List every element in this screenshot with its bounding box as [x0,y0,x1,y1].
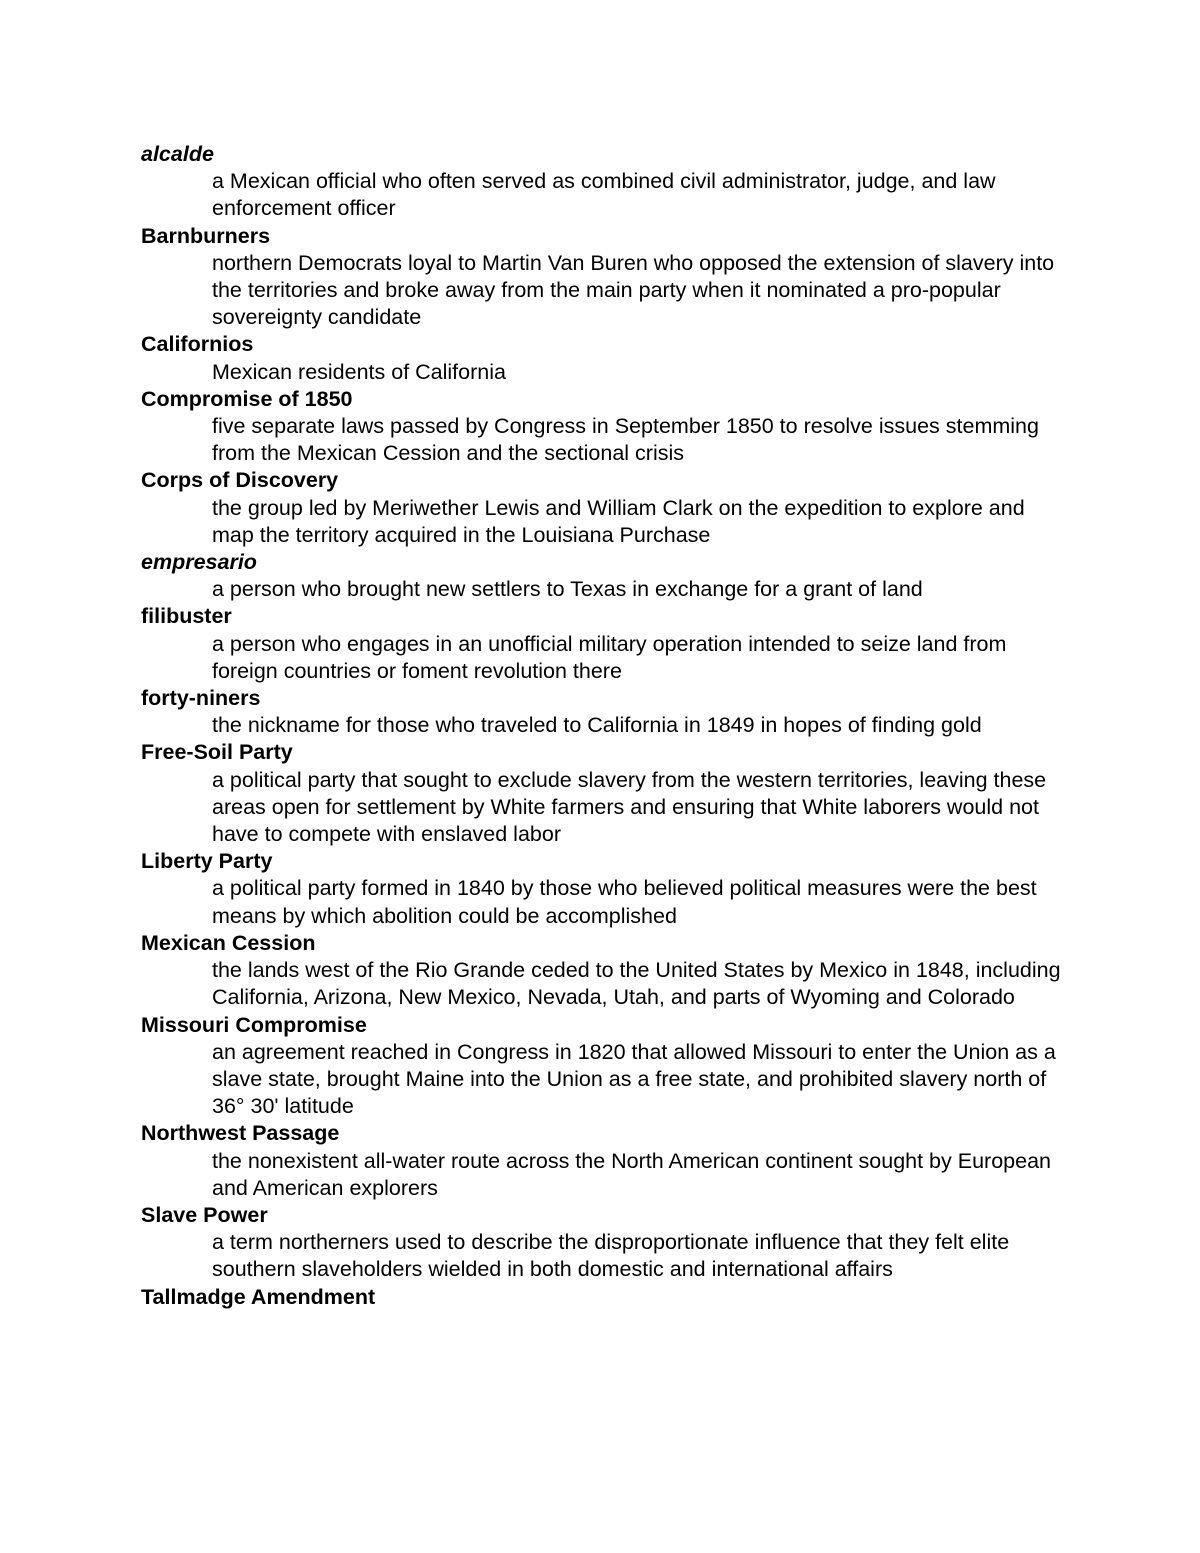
glossary-entry-tallmadge-amendment [141,1284,1071,1311]
glossary-term: Californios [141,332,254,357]
glossary-definition: a term northerners used to describe the disproportionate influence that they felt elite southern slaveholders wielded in both domestic and international affairs [212,1230,1010,1282]
glossary-entry-missouri-compromise [141,1012,1071,1121]
glossary-definition: an agreement reached in Congress in 1820 that allowed Missouri to enter the Union as a slave state, brought Maine into the Union as a free state, and prohibited slavery north of 36° 30' latitude [212,1039,1056,1119]
glossary-entry-empresario [141,549,1071,603]
glossary-entry-compromise-of-1850 [141,386,1071,468]
glossary-list [141,141,1071,1311]
glossary-entry-mexican-cession [141,930,1071,1012]
glossary-term: Barnburners [141,223,271,248]
glossary-entry-barnburners [141,223,1071,332]
glossary-term: Mexican Cession [141,930,316,955]
glossary-definition: the lands west of the Rio Grande ceded to the United States by Mexico in 1848, including California, Arizona, New Mexico, Nevada, Utah, and parts of Wyoming and Colorado [212,958,1061,1010]
glossary-term: alcalde [141,142,214,166]
glossary-entry-slave-power [141,1202,1071,1284]
glossary-definition: a person who brought new settlers to Texas in exchange for a grant of land [212,577,923,602]
glossary-term: Corps of Discovery [141,468,339,493]
glossary-definition: northern Democrats loyal to Martin Van Buren who opposed the extension of slavery into the territories and broke away from the main party when it nominated a pro-popular sovereignty candidate [212,250,1055,330]
glossary-term: Compromise of 1850 [141,386,353,411]
glossary-entry-californios [141,331,1071,385]
glossary-definition: a political party formed in 1840 by those who believed political measures were the best means by which abolition could be accomplished [212,876,1037,928]
glossary-definition: a Mexican official who often served as combined civil administrator, judge, and law enforcement officer [212,169,996,221]
glossary-definition: the nonexistent all-water route across the North American continent sought by European and American explorers [212,1148,1051,1200]
glossary-term: Tallmadge Amendment [141,1284,376,1309]
glossary-entry-filibuster [141,603,1071,685]
glossary-entry-forty-niners [141,685,1071,739]
glossary-term: Missouri Compromise [141,1012,367,1037]
glossary-term: Free-Soil Party [141,740,293,765]
glossary-term: Liberty Party [141,849,273,874]
glossary-term: empresario [141,550,257,575]
glossary-definition: five separate laws passed by Congress in September 1850 to resolve issues stemming from the Mexican Cession and the sectional crisis [212,414,1039,466]
glossary-definition: Mexican residents of California [212,359,506,384]
glossary-entry-northwest-passage [141,1120,1071,1202]
glossary-entry-corps-of-discovery [141,467,1071,549]
glossary-term: forty-niners [141,686,261,711]
glossary-definition: the group led by Meriwether Lewis and William Clark on the expedition to explore and map the territory acquired in the Louisiana Purchase [212,495,1025,547]
glossary-definition: the nickname for those who traveled to California in 1849 in hopes of finding gold [212,713,982,738]
glossary-term: Northwest Passage [141,1121,340,1146]
glossary-term: Slave Power [141,1202,268,1227]
glossary-entry-alcalde [141,141,1071,223]
glossary-term: filibuster [141,604,232,629]
glossary-entry-free-soil-party [141,739,1071,848]
glossary-definition: a person who engages in an unofficial military operation intended to seize land from foreign countries or foment revolution there [212,631,1007,683]
glossary-definition: a political party that sought to exclude slavery from the western territories, leaving these areas open for settlement by White farmers and ensuring that White laborers would not have to compete with enslaved labor [212,767,1047,847]
glossary-entry-liberty-party [141,848,1071,930]
